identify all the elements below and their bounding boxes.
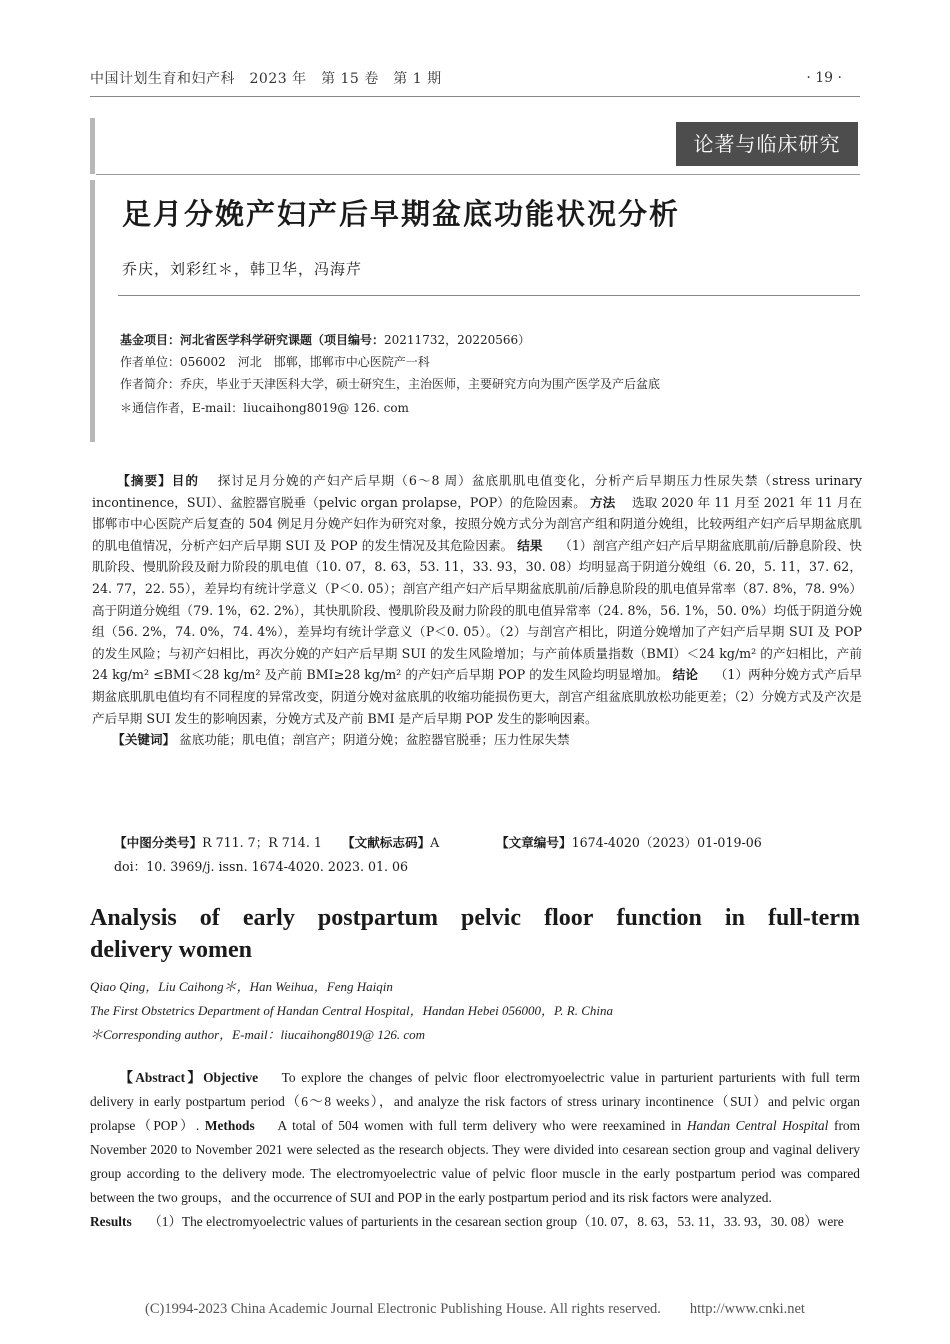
title-en-line1 bbox=[90, 902, 860, 934]
doc-code-value: A bbox=[430, 835, 440, 850]
results-label: 结果 bbox=[517, 537, 543, 553]
fund-info bbox=[120, 332, 530, 348]
abstract-en-hospital: Handan Central Hospital bbox=[686, 1118, 829, 1133]
title-en-word: floor bbox=[544, 905, 594, 931]
title-en-word: full-term bbox=[768, 905, 860, 931]
author-bio: 作者简介：乔庆，毕业于天津医科大学，硕士研究生，主治医师，主要研究方向为围产医学及产后盆底 bbox=[120, 377, 661, 391]
left-decorative-bar bbox=[90, 118, 95, 174]
abstract-en-objective: To explore the changes of pelvic floor electromyoelectric value in parturient parturients with full term delivery in early postpartum period（6～8 weeks），and analyze the risk factors of stress urinary incontinence（SUI）and pelvic organ prolapse（POP）. bbox=[90, 1070, 860, 1133]
copyright-footer: (C)1994-2023 China Academic Journal Electronic Publishing House. All rights reserved. http://www.cnki.net bbox=[145, 1301, 805, 1317]
classification-row bbox=[114, 832, 864, 852]
abstract-results: （1）剖宫产组产妇产后早期盆底肌前/后静息阶段、快肌阶段、慢肌阶段及耐力阶段的肌电值（10. 07，8. 63，53. 11，33. 93，30. 08）均明显高于阴道分娩组（6. 20，5. 11，37. 62，24. 77，22. 55），差异均有统计学意义（P＜0. 05）；剖宫产组产妇产后早期盆底肌前/后静息阶段的肌电值异常率（87. 8%，78. 9%）高于阴道分娩组（79. 1%，62. 2%），其快肌阶段、慢肌阶段及耐力阶段的肌电值异常率（24. 8%，56. 1%，50. 0%）均低于阴道分娩组（56. 2%，74. 0%，74. 4%），差异均有统计学意义（P＜0. 05）。（2）与剖宫产相比，阴道分娩增加了产妇产后早期 SUI 及 POP 的发生风险；与初产妇相比，再次分娩的产妇产后早期 SUI 的发生风险增加；与产前体质量指数（BMI）＜24 kg/m² 的产妇相比，产前 24 kg/m² ≤BMI＜28 kg/m² 及产前 BMI≥28 kg/m² 的产妇产后早期 POP 的发生风险均明显增加。 bbox=[92, 537, 862, 683]
column-tag: 论著与临床研究 bbox=[676, 122, 858, 166]
column-rule bbox=[96, 174, 860, 175]
title-en-line2: delivery women bbox=[90, 937, 252, 963]
article-no-value: 1674-4020（2023）01-019-06 bbox=[571, 835, 762, 850]
abstract-cn bbox=[92, 470, 862, 751]
title-en-word: of bbox=[199, 905, 220, 931]
abstract-conclusion: （1）两种分娩方式产后早期盆底肌肌电值均有不同程度的异常改变，阴道分娩对盆底肌的收缩功能损伤更大，剖宫产组盆底肌放松功能更差；（2）分娩方式及产次是产后早期 SUI 发生的影响因素，分娩方式及产前 BMI 是产后早期 POP 发生的影响因素。 bbox=[92, 667, 862, 726]
clc-value: R 711. 7；R 714. 1 bbox=[202, 835, 322, 850]
abstract-en-methods-label: Methods bbox=[204, 1118, 255, 1133]
article-no-label: 【文章编号】 bbox=[496, 835, 572, 850]
left-decorative-bar bbox=[90, 180, 95, 442]
methods-label: 方法 bbox=[589, 494, 616, 510]
abstract-en bbox=[90, 1066, 860, 1234]
abstract-en-results: （1）The electromyoelectric values of parturients in the cesarean section group（10. 07，8. 63，53. 11，33. 93，30. 08）were bbox=[148, 1214, 844, 1229]
abstract-en-methods-a: A total of 504 women with full term delivery who were reexamined in bbox=[277, 1118, 682, 1133]
conclusion-label: 结论 bbox=[672, 667, 698, 683]
title-en-word: early bbox=[242, 905, 295, 931]
header-rule bbox=[90, 96, 860, 97]
doc-code-label: 【文献标志码】 bbox=[342, 835, 431, 850]
title-separator bbox=[118, 295, 860, 296]
corresponding-author: ＊通信作者，E-mail：liucaihong8019@ 126. com bbox=[120, 401, 409, 415]
affiliation-en: The First Obstetrics Department of Handan Central Hospital，Handan Hebei 056000，P. R. China bbox=[90, 1003, 613, 1018]
fund-value: 20211732，20220566） bbox=[384, 333, 531, 347]
fund-label: 基金项目：河北省医学科学研究课题（项目编号： bbox=[120, 333, 385, 347]
clc-label: 【中图分类号】 bbox=[114, 835, 203, 850]
title-en-word: function bbox=[616, 905, 702, 931]
author-unit: 作者单位：056002 河北 邯郸，邯郸市中心医院产一科 bbox=[120, 355, 430, 369]
corresponding-en: ＊Corresponding author，E-mail：liucaihong8019@ 126. com bbox=[90, 1027, 426, 1042]
doi: doi：10. 3969/j. issn. 1674-4020. 2023. 01. 06 bbox=[114, 859, 409, 874]
title-en-word: pelvic bbox=[461, 905, 522, 931]
keywords-label: 【关键词】 bbox=[112, 732, 176, 748]
title-en bbox=[90, 902, 860, 966]
abstract-en-label: 【Abstract】Objective bbox=[119, 1070, 259, 1085]
title-en-word: Analysis bbox=[90, 905, 177, 931]
running-head: 中国计划生育和妇产科 2023 年 第 15 卷 第 1 期 bbox=[90, 71, 442, 87]
abstract-label: 【摘要】目的 bbox=[117, 473, 200, 488]
title-cn: 足月分娩产妇产后早期盆底功能状况分析 bbox=[122, 197, 681, 231]
abstract-en-methods-b: from November 2020 to November 2021 were selected as the research objects. They were divided into cesarean section group and vaginal delivery group according to the delivery mode. The electromyoelectric value of pelvic floor muscle in the early postpartum period was compared between the two groups，and the occurrence of SUI and POP in the early postpartum period and its risk factors were analyzed. bbox=[90, 1118, 861, 1205]
title-en-word: postpartum bbox=[317, 905, 438, 931]
authors-cn: 乔庆，刘彩红＊，韩卫华，冯海芹 bbox=[122, 260, 363, 278]
title-en-word: in bbox=[724, 905, 745, 931]
abstract-objective: 探讨足月分娩的产妇产后早期（6～8 周）盆底肌肌电值变化，分析产后早期压力性尿失禁（stress urinary incontinence，SUI）、盆腔器官脱垂（pelvic organ prolapse，POP）的危险因素。 bbox=[92, 473, 862, 510]
keywords: 盆底功能；肌电值；剖宫产；阴道分娩；盆腔器官脱垂；压力性尿失禁 bbox=[179, 732, 570, 748]
abstract-methods: 选取 2020 年 11 月至 2021 年 11 月在邯郸市中心医院产后复查的 504 例足月分娩产妇作为研究对象，按照分娩方式分为剖宫产组和阴道分娩组，比较两组产妇产后早期盆底肌的肌电值情况，分析产妇产后早期 SUI 及 POP 的发生情况及其危险因素。 bbox=[92, 494, 862, 553]
page-number: · 19 · bbox=[806, 70, 842, 86]
authors-en: Qiao Qing，Liu Caihong＊，Han Weihua，Feng Haiqin bbox=[90, 979, 393, 994]
abstract-en-results-label: Results bbox=[90, 1214, 132, 1229]
